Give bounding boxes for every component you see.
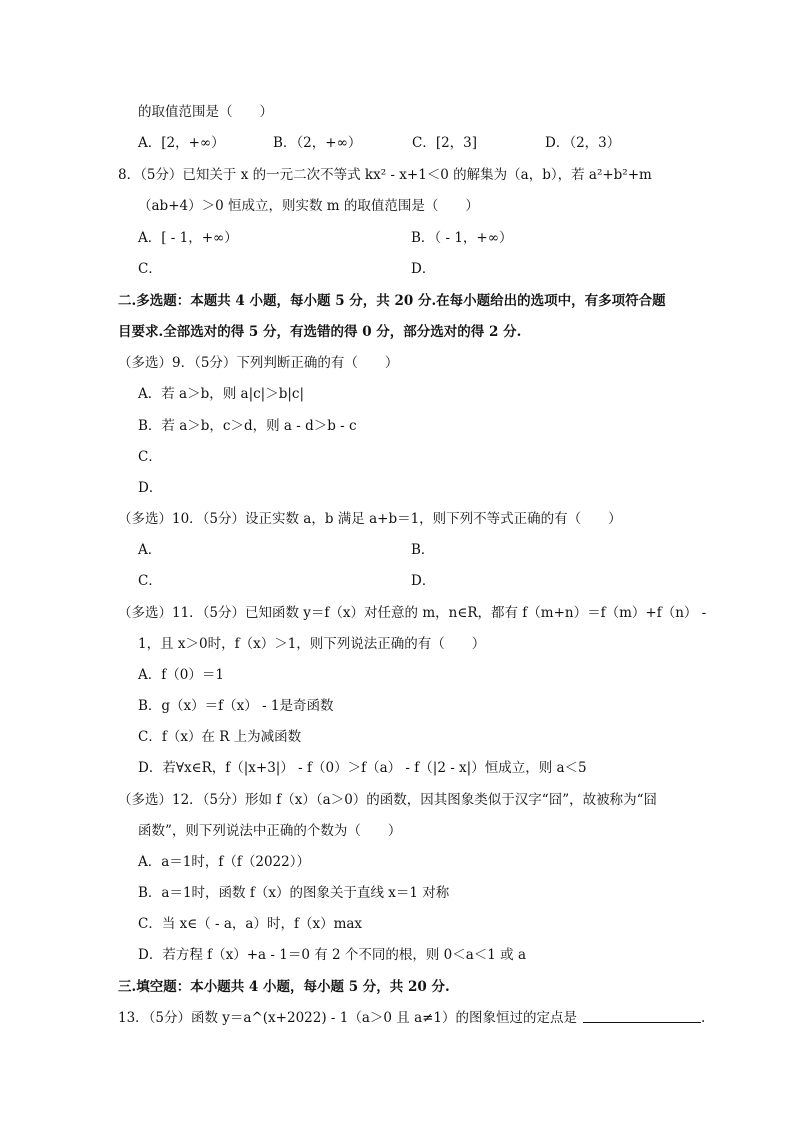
- q7-option-d: D．（2，3）: [545, 135, 621, 151]
- q11-option-a: A．f（0）＝1: [138, 667, 224, 683]
- q11-stem-line1: （多选）11．（5分）已知函数 y＝f（x）对任意的 m，n∈R，都有 f（m+n）＝f（m）+f（n） -: [118, 605, 707, 621]
- q12-option-a: A．a＝1时，f（f（2022））: [138, 854, 310, 870]
- q12-stem-line2: 函数”，则下列说法中正确的个数为（ ）: [138, 823, 402, 839]
- q7-stem-continuation: 的取值范围是（ ）: [138, 104, 273, 120]
- q9-option-a: A．若 a＞b，则 a|c|＞b|c|: [138, 386, 305, 402]
- q13-answer-blank[interactable]: [583, 1009, 701, 1023]
- q11-option-d: D．若∀x∈R，f（|x+3|） - f（0）＞f（a） - f（|2 - x|）恒成立，则 a＜5: [138, 760, 587, 776]
- q10-option-d: D．: [411, 573, 436, 589]
- q11-option-b: B．g（x）＝f（x） - 1是奇函数: [138, 698, 334, 714]
- section-3-heading: 三.填空题：本小题共 4 小题，每小题 5 分，共 20 分.: [118, 979, 450, 995]
- q8-option-a: A．[ - 1，+∞）: [138, 230, 238, 246]
- section-2-heading-line2: 目要求.全部选对的得 5 分，有选错的得 0 分，部分选对的得 2 分.: [118, 324, 522, 340]
- q8-option-d: D．: [411, 261, 436, 277]
- q7-option-a: A．[2，+∞）: [138, 135, 225, 151]
- q13-stem: [118, 1009, 705, 1027]
- q8-stem-line1: 8．（5分）已知关于 x 的一元二次不等式 kx² - x+1＜0 的解集为（a，b），若 a²+b²+m: [118, 167, 652, 183]
- q8-stem-line2: （ab+4）＞0 恒成立，则实数 m 的取值范围是（ ）: [138, 198, 479, 214]
- q8-option-b: B．（ - 1，+∞）: [411, 230, 513, 246]
- q9-stem: （多选）9．（5分）下列判断正确的有（ ）: [118, 355, 399, 371]
- q7-option-c: C．[2，3]: [412, 135, 478, 151]
- q13-stem-end: .: [701, 1010, 706, 1026]
- q10-stem: （多选）10．（5分）设正实数 a，b 满足 a+b＝1，则下列不等式正确的有（ ）: [118, 511, 622, 527]
- q8-option-c: C．: [138, 261, 162, 277]
- section-2-heading-line1: 二.多选题：本题共 4 小题，每小题 5 分，共 20 分.在每小题给出的选项中，有多项符合题: [118, 293, 666, 309]
- q10-option-c: C．: [138, 573, 162, 589]
- q9-option-b: B．若 a＞b，c＞d，则 a - d＞b - c: [138, 418, 357, 434]
- q12-stem-line1: （多选）12．（5分）形如 f（x）（a＞0）的函数，因其图象类似于汉字“囧”，故被称为“囧: [118, 792, 658, 808]
- q10-option-b: B．: [411, 542, 435, 558]
- q9-option-c: C．: [138, 449, 162, 465]
- q7-option-b: B．（2，+∞）: [273, 135, 362, 151]
- q11-stem-line2: 1，且 x＞0时，f（x）＞1，则下列说法正确的有（ ）: [138, 636, 486, 652]
- q10-option-a: A．: [138, 542, 162, 558]
- q12-option-d: D．若方程 f（x）+a - 1＝0 有 2 个不同的根，则 0＜a＜1 或 a: [138, 947, 527, 963]
- q12-option-b: B．a＝1时，函数 f（x）的图象关于直线 x＝1 对称: [138, 885, 450, 901]
- q12-option-c: C．当 x∈（ - a，a）时，f（x）max: [138, 916, 363, 932]
- q9-option-d: D．: [138, 480, 163, 496]
- q13-stem-text: 13．（5分）函数 y＝a^(x+2022) - 1（a＞0 且 a≠1）的图象恒过的定点是: [118, 1010, 578, 1026]
- q11-option-c: C．f（x）在 R 上为减函数: [138, 729, 302, 745]
